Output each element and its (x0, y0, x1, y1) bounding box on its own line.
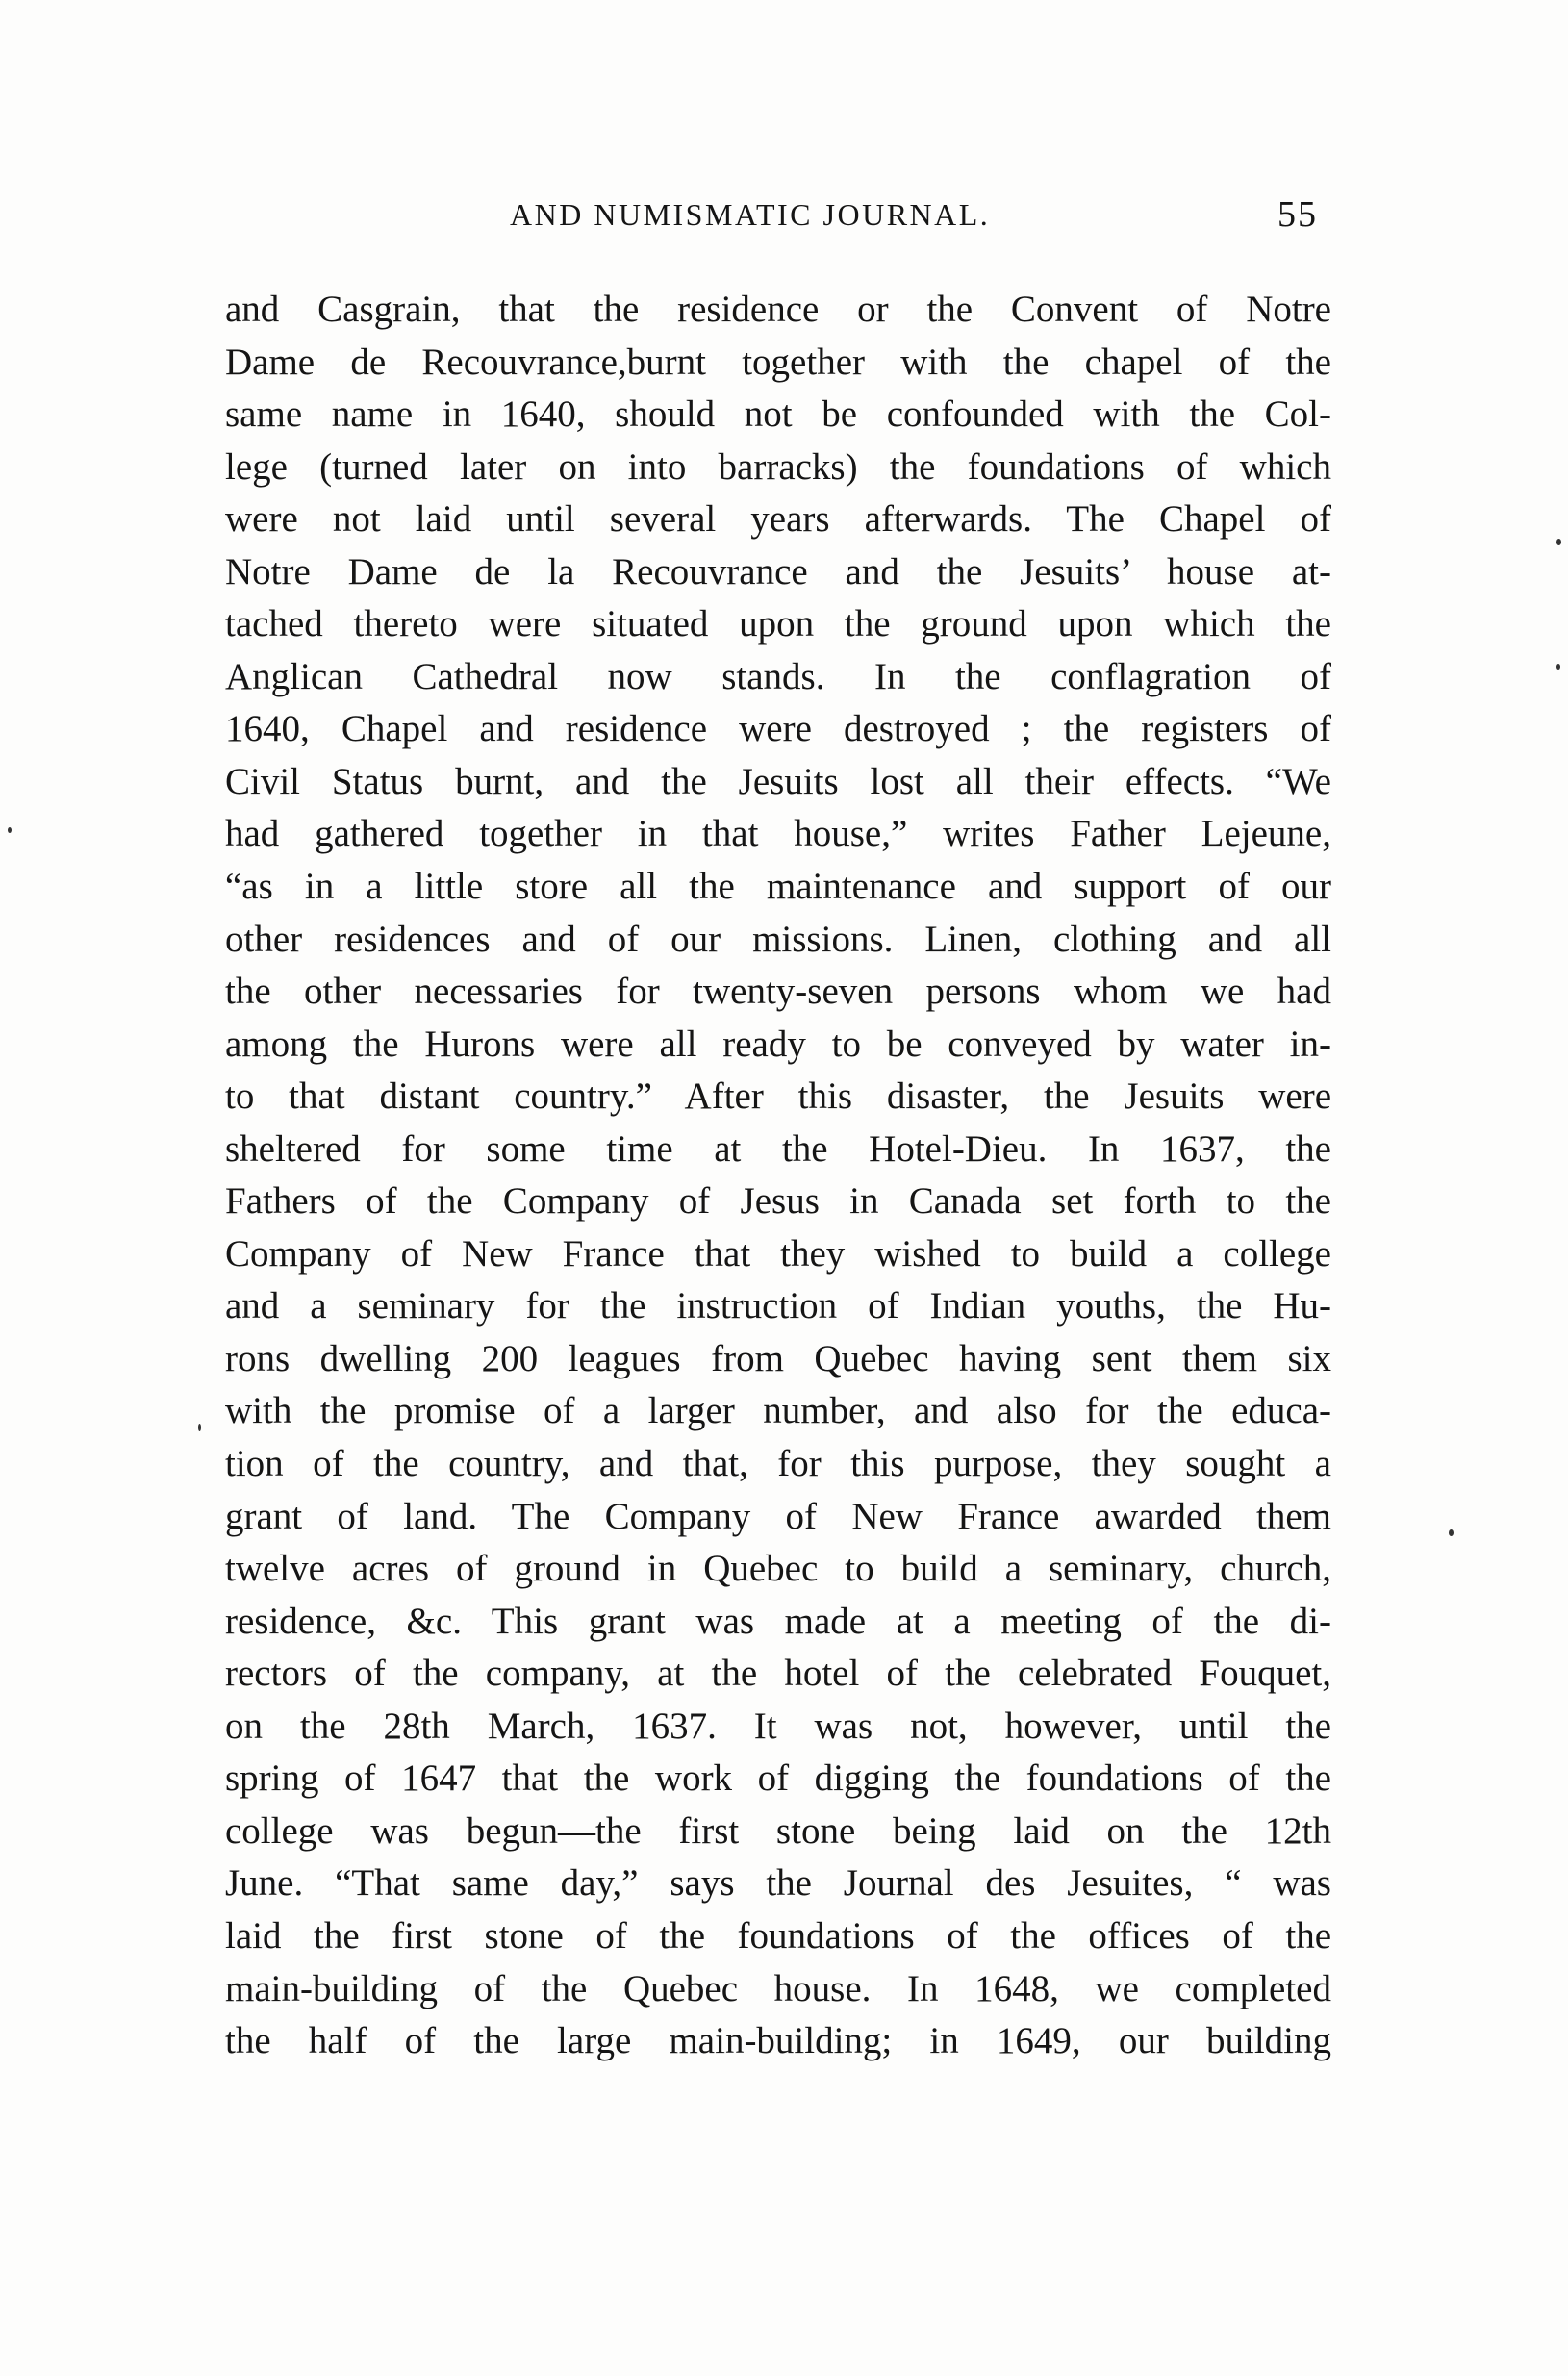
text-line: rectors of the company, at the hotel of the celebrated Fouquet, (225, 1653, 1331, 1695)
ink-speck (1449, 1529, 1454, 1536)
ink-speck (198, 1424, 201, 1431)
text-line: had gathered together in that house,” writes Father Lejeune, (225, 813, 1331, 855)
text-line: with the promise of a larger number, and also for the educa- (225, 1390, 1331, 1432)
text-line: same name in 1640, should not be confounded with the Col- (225, 393, 1331, 436)
text-line: main-building of the Quebec house. In 1648, we completed (225, 1967, 1331, 2009)
text-line: other residences and of our missions. Linen, clothing and all (225, 918, 1331, 960)
text-line: Dame de Recouvrance,burnt together with the chapel of the (225, 341, 1331, 383)
text-line: tion of the country, and that, for this purpose, they sought a (225, 1443, 1331, 1485)
text-line: the half of the large main-building; in 1649, our building (225, 2020, 1331, 2062)
ink-speck (1556, 539, 1561, 545)
text-line: lege (turned later on into barracks) the foundations of which (225, 445, 1331, 488)
text-line: sheltered for some time at the Hotel-Dieu. In 1637, the (225, 1127, 1331, 1170)
text-line: June. “That same day,” says the Journal des Jesuites, “ was (225, 1862, 1331, 1905)
text-line: twelve acres of ground in Quebec to build a seminary, church, (225, 1548, 1331, 1590)
text-line: residence, &c. This grant was made at a meeting of the di- (225, 1600, 1331, 1642)
text-line: to that distant country.” After this disaster, the Jesuits were (225, 1075, 1331, 1118)
text-line: spring of 1647 that the work of digging the foundations of the (225, 1757, 1331, 1800)
text-line: grant of land. The Company of New France awarded them (225, 1495, 1331, 1537)
body-text (225, 284, 1331, 2068)
text-line: the other necessaries for twenty-seven persons whom we had (225, 971, 1331, 1013)
text-line: Company of New France that they wished to build a college (225, 1232, 1331, 1275)
page-number: 55 (1277, 194, 1318, 235)
text-line: were not laid until several years afterwards. The Chapel of (225, 498, 1331, 541)
text-line: Fathers of the Company of Jesus in Canada set forth to the (225, 1180, 1331, 1223)
text-line: and a seminary for the instruction of Indian youths, the Hu- (225, 1285, 1331, 1327)
text-line: on the 28th March, 1637. It was not, however, until the (225, 1705, 1331, 1747)
text-line: tached thereto were situated upon the ground upon which the (225, 603, 1331, 645)
text-line: “as in a little store all the maintenance and support of our (225, 866, 1331, 908)
running-head (227, 194, 1324, 245)
ink-speck (1556, 664, 1560, 670)
text-line: college was begun—the first stone being laid on the 12th (225, 1809, 1331, 1852)
text-line: Civil Status burnt, and the Jesuits lost all their effects. “We (225, 760, 1331, 802)
text-line: and Casgrain, that the residence or the Convent of Notre (225, 289, 1331, 330)
text-line: rons dwelling 200 leagues from Quebec having sent them six (225, 1337, 1331, 1379)
text-line: among the Hurons were all ready to be conveyed by water in- (225, 1023, 1331, 1065)
text-line: Anglican Cathedral now stands. In the conflagration of (225, 655, 1331, 697)
text-line: laid the first stone of the foundations of the offices of the (225, 1914, 1331, 1957)
ink-speck (8, 827, 12, 833)
running-title: AND NUMISMATIC JOURNAL. (510, 197, 991, 232)
text-line: 1640, Chapel and residence were destroyed ; the registers of (225, 708, 1331, 750)
text-line: Notre Dame de la Recouvrance and the Jesuits’ house at- (225, 550, 1331, 593)
